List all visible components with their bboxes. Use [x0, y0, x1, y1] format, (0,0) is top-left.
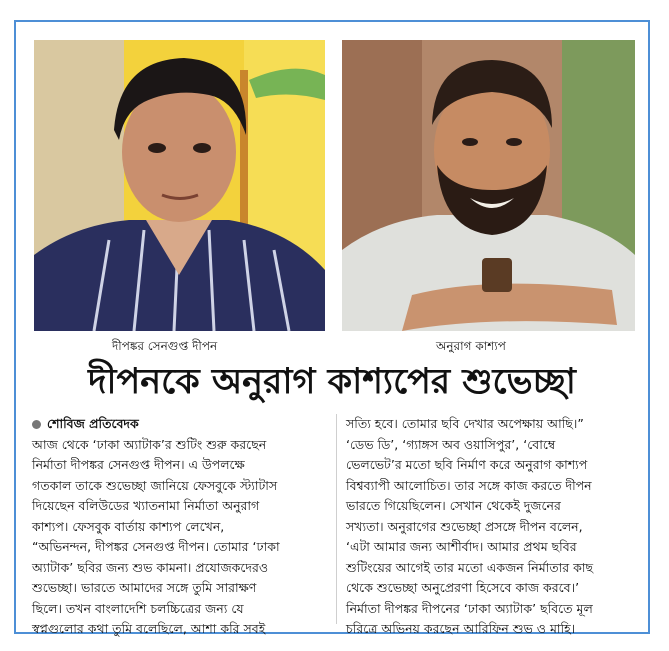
- photo-caption-right: অনুরাগ কাশ্যপ: [436, 339, 506, 353]
- article-line: ভেলভেট’র মতো ছবি নির্মাণ করে অনুরাগ কাশ্যপ: [346, 457, 588, 472]
- article-line: ভারতে গিয়েছিলেন। সেখান থেকেই দুজনের: [346, 498, 561, 513]
- article-line: ‘ডেভ ডি’, ‘গ্যাঙ্গস অব ওয়াসিপুর’, ‘বোম্বে: [346, 436, 556, 452]
- photo-anurag-kashyap: [342, 40, 635, 331]
- photo-dipankar-dipon: [34, 40, 325, 331]
- article-column-left: [32, 414, 328, 640]
- article-line: শুটিংয়ের আগেই তার মতো একজন নির্মাতার কাছ: [346, 559, 594, 575]
- article-line: চরিত্রে অভিনয় করছেন আরিফিন শুভ ও মাহি।: [346, 621, 576, 636]
- article-line: দিয়েছেন বলিউডের খ্যাতনামা নির্মাতা অনুরাগ: [32, 498, 260, 513]
- byline-text: শোবিজ প্রতিবেদক: [47, 416, 139, 431]
- article-line: আজ থেকে ‘ঢাকা অ্যাটাক’র শুটিং শুরু করছেন: [32, 436, 267, 452]
- article-line: থেকে শুভেচ্ছা অনুপ্রেরণা হিসেবে কাজ করবে।’: [346, 580, 580, 595]
- article-line: বিশ্বব্যাপী আলোচিত। তার সঙ্গে কাজ করতে দীপন: [346, 477, 592, 493]
- byline: [32, 414, 328, 435]
- headline: দীপনকে অনুরাগ কাশ্যপের শুভেচ্ছা: [88, 362, 576, 402]
- article-line: অ্যাটাক’ ছবির জন্য শুভ কামনা। প্রযোজকদেরও: [32, 559, 269, 575]
- article-line: স্বপ্নগুলোর কথা তুমি বলেছিলে, আশা করি সবই: [32, 621, 266, 636]
- article-line: সত্যি হবে। তোমার ছবি দেখার অপেক্ষায় আছি।”: [346, 416, 584, 431]
- article-line: নির্মাতা দীপঙ্কর দীপনের ‘ঢাকা অ্যাটাক’ ছবিতে মূল: [346, 600, 593, 616]
- article-line: সখ্যতা। অনুরাগের শুভেচ্ছা প্রসঙ্গে দীপন বলেন,: [346, 518, 583, 534]
- article-line: “অভিনন্দন, দীপঙ্কর সেনগুপ্ত দীপন। তোমার ‘ঢাকা: [32, 539, 280, 554]
- article-line: শুভেচ্ছা। ভারতে আমাদের সঙ্গে তুমি সারাক্ষণ: [32, 580, 257, 595]
- article-line: ছিলে। তখন বাংলাদেশি চলচ্চিত্রের জন্য যে: [32, 600, 244, 616]
- news-clipping: [14, 20, 650, 634]
- article-column-right: [346, 414, 638, 640]
- article-line: কাশ্যপ। ফেসবুক বার্তায় কাশ্যপ লেখেন,: [32, 518, 225, 534]
- article-line: গতকাল তাকে শুভেচ্ছা জানিয়ে ফেসবুকে স্ট্যাটাস: [32, 477, 278, 493]
- bullet-icon: [32, 420, 41, 429]
- article-line: ‘এটা আমার জন্য আশীর্বাদ। আমার প্রথম ছবির: [346, 539, 577, 554]
- article-line: নির্মাতা দীপঙ্কর সেনগুপ্ত দীপন। এ উপলক্ষে: [32, 457, 245, 472]
- column-divider: [336, 414, 337, 624]
- photo-caption-left: দীপঙ্কর সেনগুপ্ত দীপন: [112, 339, 218, 353]
